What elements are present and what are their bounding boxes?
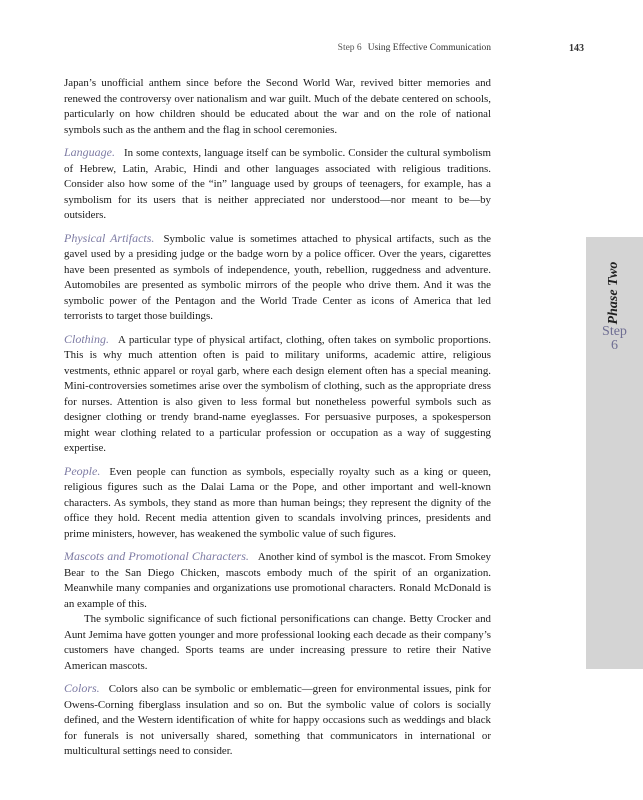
running-head [338,43,491,53]
section-heading: People. [64,463,101,478]
paragraph-text: Symbolic value is sometimes attached to physical artifacts, such as the gavel used by a presiding judge or the badge worn by a police officer. Over the years, cigarettes have been presented as symbols of independence, youth, rebellion, ruggedness and adventure. Automobiles are presented as symbolic mirrors of the people who drive them. And it was the symbolic power of the Pentagon and the World Trade Center as icons of America that led terrorists to target those buildings. [64,232,491,322]
paragraph-mascots [64,549,491,612]
section-heading: Colors. [64,681,100,695]
phase-side-tab: Phase Two Step 6 [586,237,643,669]
paragraph-intro [64,76,491,138]
paragraph-text: In some contexts, language itself can be symbolic. Consider the cultural symbolism of Hebrew, Latin, Arabic, Hindi and other languages associated with religious traditions. Consider also how some of the “in” language used by groups of teenagers, for example, has a symbolism for its users that is neither appreciated nor understood—nor meant to be—by outsiders. [64,147,491,221]
section-heading: Physical Artifacts. [64,230,155,245]
paragraph-clothing [64,332,491,457]
step-label [586,325,643,353]
step-word: Step [602,324,627,339]
running-head-step: Step 6 [337,43,362,53]
page-header [0,43,643,57]
paragraph-text: Another kind of symbol is the mascot. From Smokey Bear to the San Diego Chicken, mascots embody much of the spirit of an organization. Meanwhile many companies and organizations use promotional characters. Ronald McDonald is an example of this. [64,551,492,610]
paragraph-text: Japan’s unofficial anthem since before the Second World War, revived bitter memories and renewed the controversy over nationalism and war guilt. Much of the debate centered on schools, particularly on how children should be educated about the war and on the role of national symbols such as the anthem and the flag in school ceremonies. [64,77,491,136]
paragraph-physical-artifacts [64,231,491,325]
section-heading: Clothing. [64,331,110,346]
paragraph-text: The symbolic significance of such fictional personifications can change. Betty Crocker and Aunt Jemima have gotten younger and more professional looking each decade as their company’s customers have changed. Sports teams are under increasing pressure to retire their Native American mascots. [64,613,491,672]
paragraph-people [64,464,491,543]
page-number: 143 [569,43,584,54]
paragraph-colors [64,681,491,760]
paragraph-text: A particular type of physical artifact, clothing, often takes on symbolic proportions. This is why much attention often is paid to military uniforms, academic attire, religious vestments, ethnic apparel or royal garb, where each design element often has a special meaning. Mini-controversies sometimes arise over the symbolism of clothing, such as the appropriate dress for nurses. Attention is also given to less formal but nonetheless powerful symbols such as designer clothing or trendy brand-name eyeglasses. For persuasive purposes, a spokesperson might wear clothing related to a particular profession or occupation as a way of suggesting expertise. [64,333,491,454]
running-head-title: Using Effective Communication [367,43,491,53]
paragraph-text: Even people can function as symbols, especially royalty such as a king or queen, religious figures such as the Dalai Lama or the Pope, and other important and well-known characters. As symbols, they stand as more than human beings; they represent the dignity of the office they hold. Recent media attention given to scandals involving princes, presidents and prime ministers, however, has weakened the symbolic value of such figures. [64,465,491,540]
section-heading: Mascots and Promotional Characters. [64,549,249,563]
step-number: 6 [611,338,618,353]
paragraph-text: Colors also can be symbolic or emblematic—green for environmental issues, pink for Owens-Corning fiberglass insulation and so on. But the symbolic value of colors is socially defined, and the Western identification of white for happy occasions such as weddings and black for funerals is not universally shared, something that communicators in international or multicultural settings need to consider. [64,683,491,757]
paragraph-mascots-continued [64,612,491,674]
paragraph-language [64,145,491,224]
section-heading: Language. [64,145,115,159]
page-body [64,76,491,767]
